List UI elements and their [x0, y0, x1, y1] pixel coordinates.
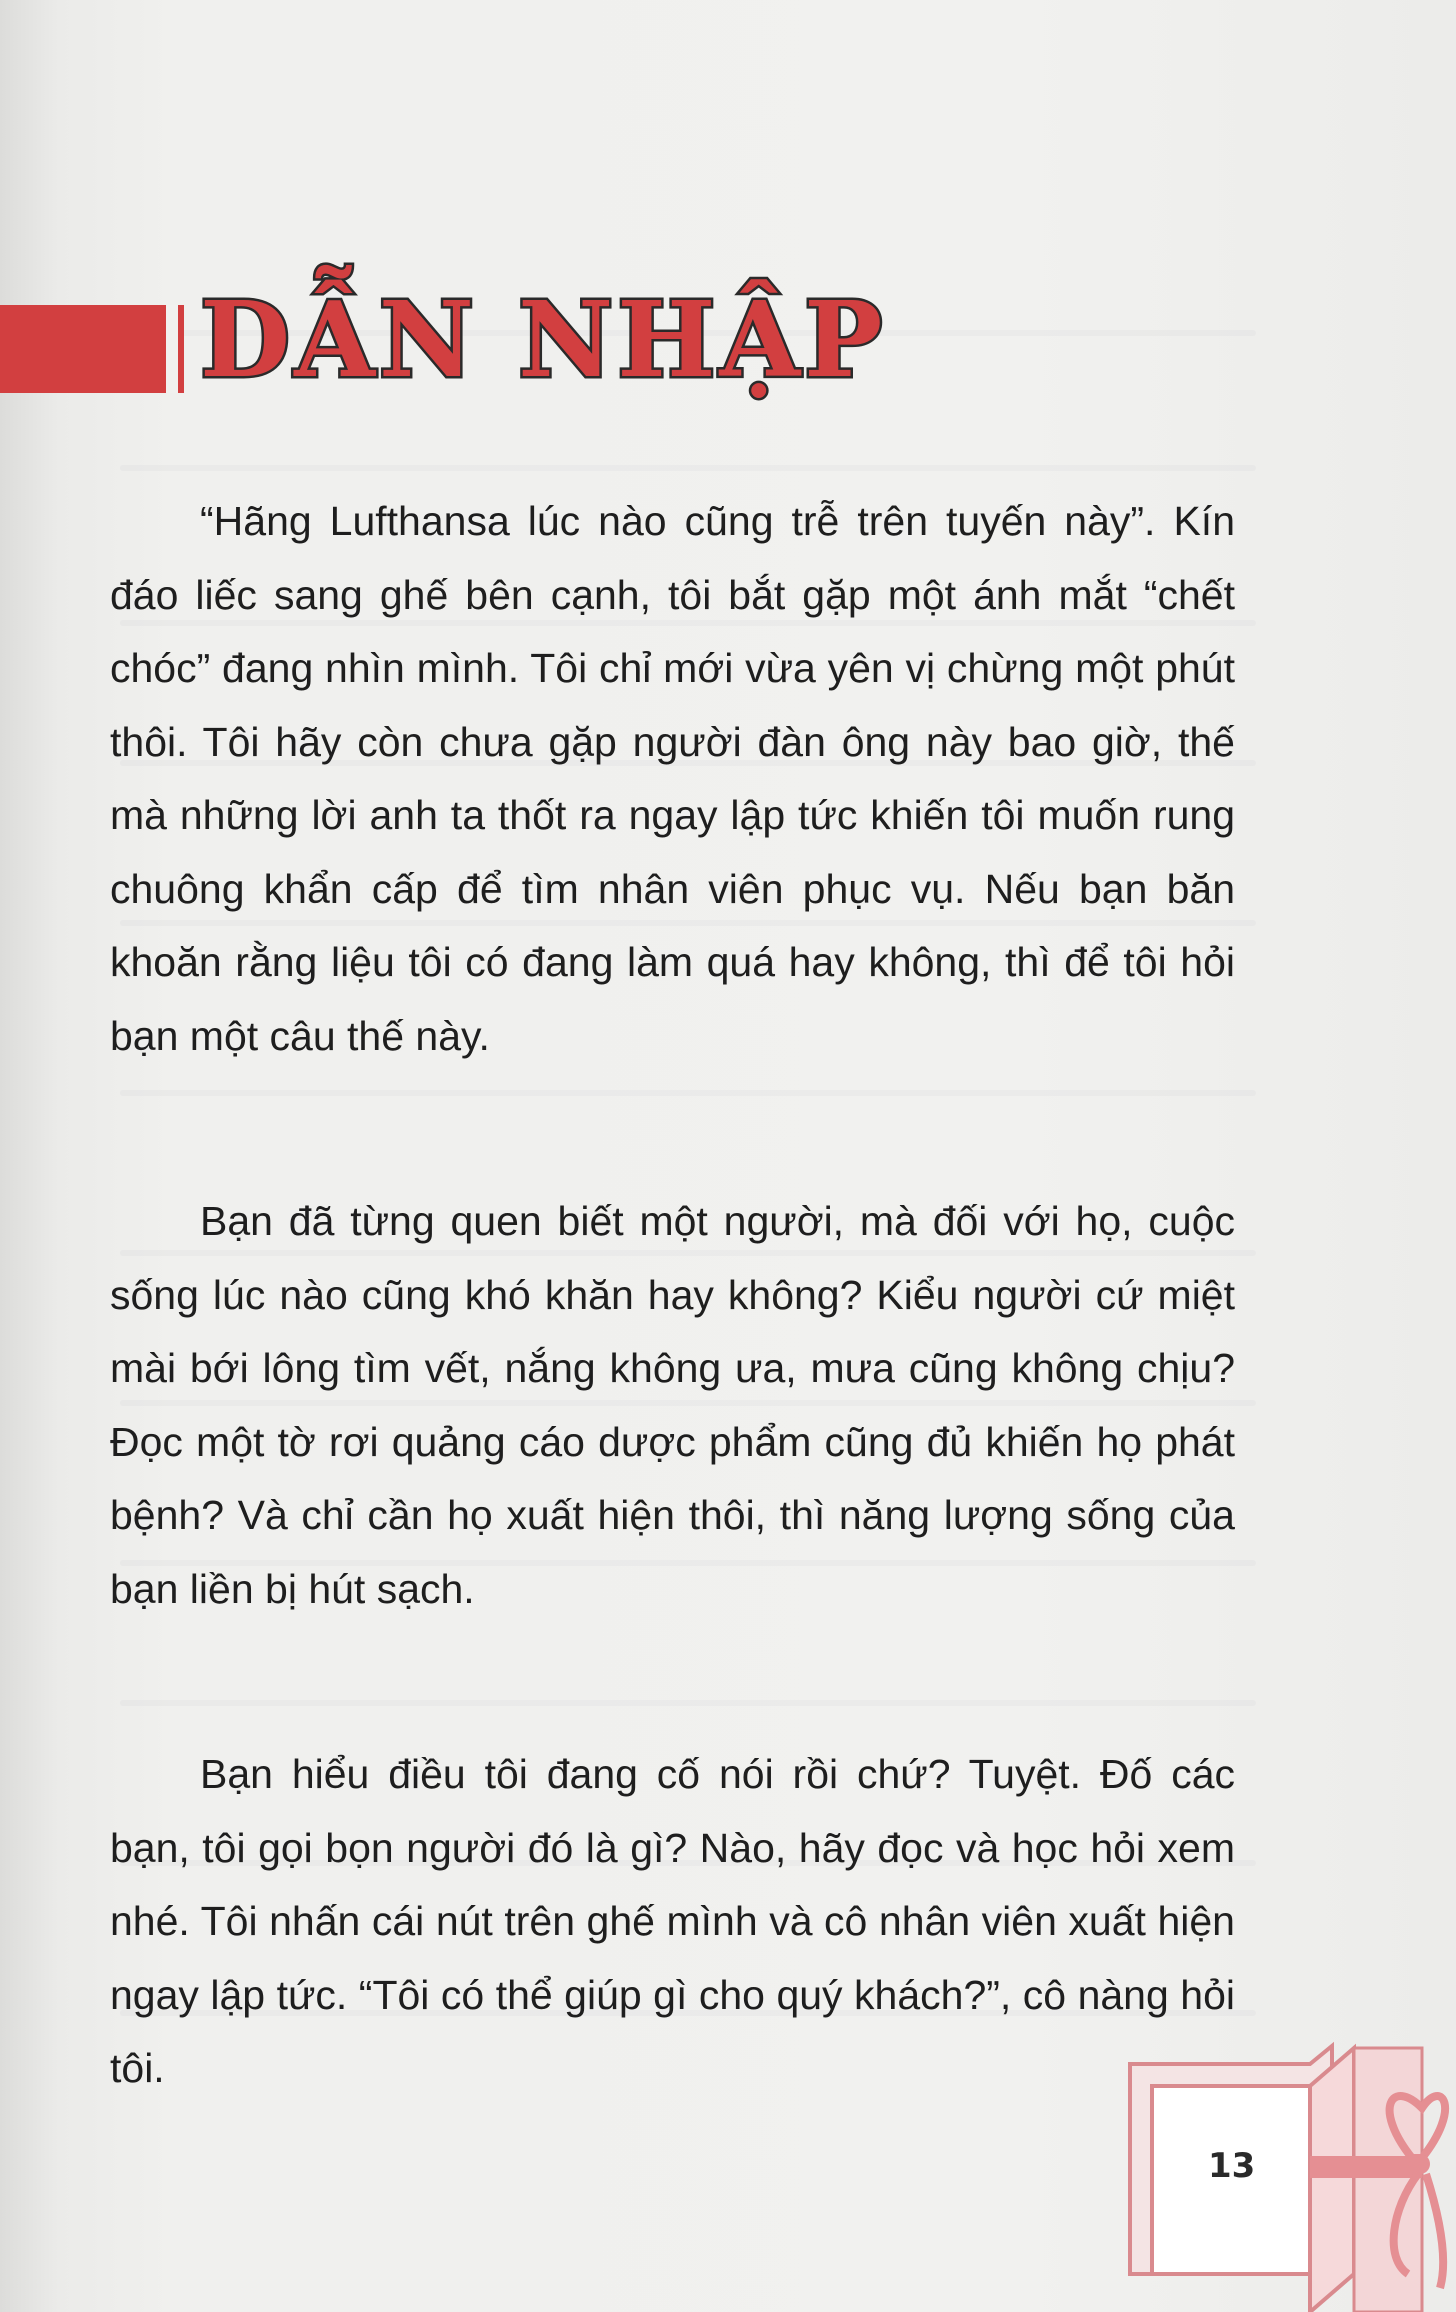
paragraph-1: “Hãng Lufthansa lúc nào cũng trễ trên tuyến này”. Kín đáo liếc sang ghế bên cạnh, tôi bắt gặp một ánh mắt “chết chóc” đang nhìn mình. Tôi chỉ mới vừa yên vị chừng một phút thôi. Tôi hãy còn chưa gặp người đàn ông này bao giờ, thế mà những lời anh ta thốt ra ngay lập tức khiến tôi muốn rung chuông khẩn cấp để tìm nhân viên phục vụ. Nếu bạn băn khoăn rằng liệu tôi có đang làm quá hay không, thì để tôi hỏi bạn một câu thế này. — [110, 498, 1235, 1059]
show-through-line — [120, 465, 1256, 471]
heading-accent-bar — [0, 305, 178, 393]
show-through-line — [120, 1090, 1256, 1096]
paragraph-3: Bạn hiểu điều tôi đang cố nói rồi chứ? Tuyệt. Đố các bạn, tôi gọi bọn người đó là gì? Nào, hãy đọc và học hỏi xem nhé. Tôi nhấn cái nút trên ghế mình và cô nhân viên xuất hiện ngay lập tức. “Tôi có thể giúp gì cho quý khách?”, cô nàng hỏi tôi. — [110, 1751, 1235, 2091]
chapter-title: DẪN NHẬP — [200, 278, 887, 401]
gift-box-icon — [1122, 2038, 1456, 2312]
show-through-line — [120, 1700, 1256, 1706]
paragraph-2: Bạn đã từng quen biết một người, mà đối với họ, cuộc sống lúc nào cũng khó khăn hay không? Kiểu người cứ miệt mài bới lông tìm vết, nắng không ưa, mưa cũng không chịu? Đọc một tờ rơi quảng cáo dược phẩm cũng đủ khiến họ phát bệnh? Và chỉ cần họ xuất hiện thôi, thì năng lượng sống của bạn liền bị hút sạch. — [110, 1198, 1235, 1612]
page-number: 13 — [1208, 2146, 1256, 2186]
heading-accent-tip — [178, 305, 184, 393]
heading-accent-gap — [166, 305, 178, 393]
